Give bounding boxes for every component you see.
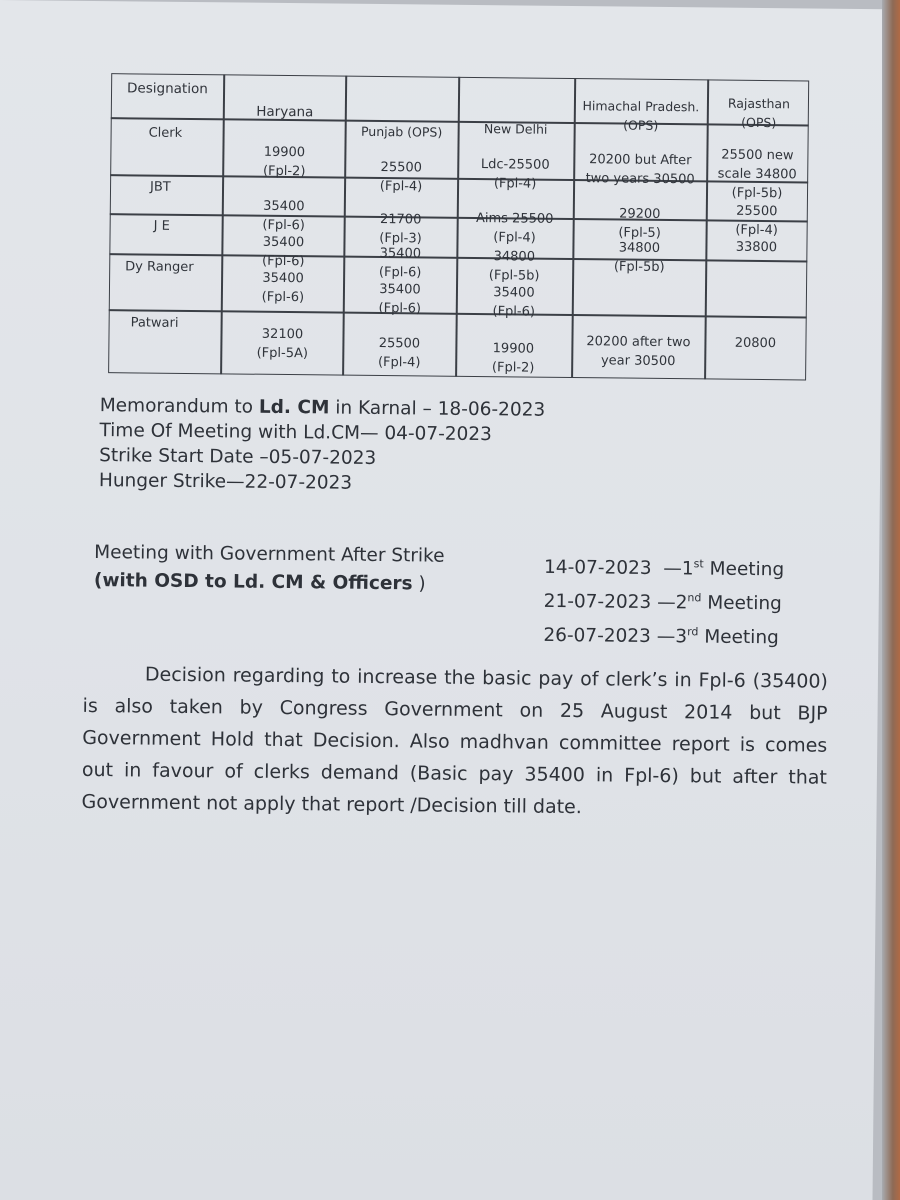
meeting-label: Meeting bbox=[704, 626, 779, 649]
cell-jbt-punjab: 21700 (Fpl-3) bbox=[379, 211, 422, 247]
strike-start-line: Strike Start Date –05-07-2023 bbox=[99, 445, 377, 469]
cell-jbt-rajasthan: 25500 (Fpl-4) bbox=[735, 203, 778, 239]
cell-clerk-rajasthan: 25500 new scale 34800 (Fpl-5b) bbox=[717, 147, 797, 202]
cell-je-delhi: 34800 (Fpl-5b) bbox=[488, 249, 540, 284]
cell-patwari-punjab: 25500 (Fpl-4) bbox=[377, 335, 421, 371]
meeting-date: 21-07-2023 bbox=[543, 591, 652, 614]
meetings-subheading-close: ) bbox=[412, 573, 426, 595]
meetings-subheading: (with OSD to Ld. CM & Officers bbox=[93, 570, 413, 595]
meeting-ordinal: st bbox=[693, 557, 704, 571]
header-himachal: Himachal Pradesh. (OPS) bbox=[582, 98, 700, 133]
decision-paragraph: Decision regarding to increase the basic pay of clerk’s in Fpl-6 (35400) is also taken by Congress Government on 25 August 2014 but BJP Government Hold that Decision. Also madhvan committee report is comes out in favour of clerks demand (Basic pay 35400 in Fpl-6) but after that Government not apply that report /Decision till date. bbox=[81, 663, 829, 819]
meetings-subheading-line bbox=[94, 567, 445, 599]
memorandum-suffix: in Karnal – 18-06-2023 bbox=[329, 397, 546, 421]
meeting-date: 26-07-2023 bbox=[543, 625, 651, 648]
header-punjab: Punjab (OPS) bbox=[360, 123, 443, 140]
pay-comparison-table bbox=[108, 73, 809, 380]
cell-patwari-delhi: 19900 (Fpl-2) bbox=[491, 341, 535, 376]
cell-dyranger-haryana: 35400 (Fpl-6) bbox=[261, 270, 305, 306]
designation-dy-ranger: Dy Ranger bbox=[125, 259, 194, 276]
cell-patwari-rajasthan: 20800 bbox=[734, 335, 777, 352]
cell-je-rajasthan: 33800 bbox=[735, 239, 778, 256]
header-rajasthan: Rajasthan (OPS) bbox=[727, 95, 791, 131]
meeting-number: 3 bbox=[675, 626, 688, 648]
designation-jbt: JBT bbox=[149, 179, 171, 195]
header-designation: Designation bbox=[126, 80, 208, 98]
cell-dyranger-delhi: 35400 (Fpl-6) bbox=[492, 285, 536, 320]
meetings-heading-block bbox=[94, 539, 445, 599]
meetings-heading: Meeting with Government After Strike bbox=[94, 542, 445, 567]
cell-clerk-punjab: 25500 (Fpl-4) bbox=[379, 159, 423, 195]
cell-je-haryana: 35400 (Fpl-6) bbox=[261, 234, 305, 270]
meeting-number: 1 bbox=[681, 558, 694, 580]
cell-jbt-himachal: 29200 (Fpl-5) bbox=[618, 206, 661, 241]
meeting-label: Meeting bbox=[709, 558, 785, 581]
header-new-delhi: New Delhi bbox=[483, 121, 548, 137]
cell-patwari-haryana: 32100 (Fpl-5A) bbox=[256, 326, 309, 362]
cell-je-punjab: 35400 (Fpl-6) bbox=[378, 245, 422, 281]
page-edge bbox=[882, 0, 900, 1200]
cell-patwari-himachal: 20200 after two year 30500 bbox=[586, 334, 691, 370]
memorandum-prefix: Memorandum to bbox=[99, 395, 260, 418]
meetings-list bbox=[543, 548, 784, 653]
cell-dyranger-punjab: 35400 (Fpl-6) bbox=[378, 281, 422, 317]
designation-je: J E bbox=[153, 218, 170, 234]
meeting-label: Meeting bbox=[707, 592, 782, 615]
event-dates bbox=[99, 393, 545, 498]
meeting-number: 2 bbox=[675, 592, 688, 614]
cell-je-himachal: 34800 (Fpl-5b) bbox=[613, 240, 665, 275]
designation-patwari: Patwari bbox=[130, 315, 179, 331]
cell-clerk-delhi: Ldc-25500 (Fpl-4) bbox=[480, 157, 550, 192]
meeting-item: 26-07-2023 —3rd Meeting bbox=[543, 625, 779, 649]
memorandum-bold: Ld. CM bbox=[258, 396, 330, 419]
cell-clerk-himachal: 20200 but After two years 30500 bbox=[585, 152, 695, 188]
meeting-ordinal: nd bbox=[687, 591, 702, 605]
meeting-ordinal: rd bbox=[687, 625, 699, 639]
meeting-item: 21-07-2023 —2nd Meeting bbox=[543, 591, 782, 615]
designation-clerk: Clerk bbox=[148, 125, 183, 141]
header-haryana: Haryana bbox=[256, 103, 314, 121]
meeting-time-line: Time Of Meeting with Ld.CM— 04-07-2023 bbox=[99, 420, 493, 446]
cell-clerk-haryana: 19900 (Fpl-2) bbox=[262, 144, 306, 180]
cell-jbt-delhi: Aims 25500 (Fpl-4) bbox=[475, 210, 554, 246]
meeting-item: 14-07-2023 —1st Meeting bbox=[543, 556, 785, 581]
cell-jbt-haryana: 35400 (Fpl-6) bbox=[262, 198, 305, 234]
hunger-strike-line: Hunger Strike—22-07-2023 bbox=[98, 470, 353, 494]
meeting-date: 14-07-2023 bbox=[543, 556, 652, 580]
